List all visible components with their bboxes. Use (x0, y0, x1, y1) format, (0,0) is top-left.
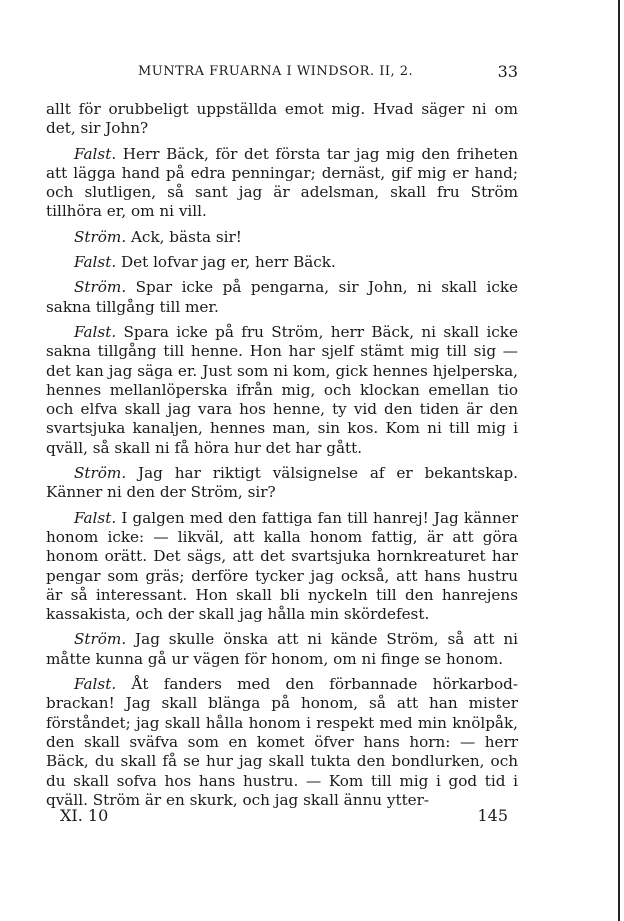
line-text: Det lofvar jag er, herr Bäck. (120, 253, 336, 272)
speaker-name: Ström. (74, 464, 127, 483)
dialogue-paragraph (46, 630, 518, 669)
line-text: Spara icke på fru Ström, herr Bäck, ni skall icke sakna tillgång till henne. Hon har sjelf stämt mig till sig — det kan jag säga er. Just som ni kom, gick hennes hjelperska, hennes mellanlöperska ifrån mig, och klockan emellan tio och elfva skall jag vara hos henne, ty vid den tiden är den svartsjuka kanaljen, hennes man, sin kos. Kom ni till mig i qväll, så skall ni få höra hur det har gått. (46, 322, 518, 457)
speaker-name: Ström. (74, 227, 127, 246)
dialogue-paragraph (46, 675, 518, 810)
line-text: Åt fanders med den förbannade hörkarbod-brackan! Jag skall blänga på honom, så att han mister förståndet; jag skall hålla honom i respekt med min knölpåk, den skall sväfva som en komet öfver hans horn: — herr Bäck, du skall få se hur jag skall tukta den bondlurken, och du skall sofva hos hans hustru. — Kom till mig i god tid i qväll. Ström är en skurk, och jag skall ännu ytter- (46, 675, 518, 809)
speaker-name: Falst. (74, 675, 117, 694)
dialogue-paragraph (46, 509, 518, 625)
speaker-name: Falst. (74, 508, 117, 527)
page-edge-line (618, 0, 620, 921)
line-text: I galgen med den fattiga fan till hanrej! Jag känner honom icke: — likväl, att kalla honom fattig, är att göra honom orätt. Det sägs, att det svartsjuka hornkreaturet har pengar som gräs; derföre tycker jag också, att hans hustru är så interessant. Hon skall bli nyckeln till den hanrejens kassakista, och der skall jag hålla min skördefest. (46, 508, 519, 624)
page-header (46, 62, 518, 84)
line-text: Ack, bästa sir! (130, 227, 242, 246)
dialogue-paragraph (46, 464, 518, 503)
speaker-name: Falst. (74, 322, 117, 341)
speaker-name: Falst. (74, 253, 117, 272)
running-head: MUNTRA FRUARNA I WINDSOR. II, 2. (138, 64, 414, 79)
line-text: allt för orubbeligt uppställda emot mig. Hvad säger ni om det, sir John? (46, 100, 518, 138)
line-text: Spar icke på pengarna, sir John, ni skall icke sakna tillgång till mer. (46, 278, 519, 316)
signature-mark: XI. 10 (60, 806, 109, 825)
dialogue-paragraph (46, 253, 518, 272)
speaker-name: Falst. (74, 144, 117, 163)
dialogue-paragraph (46, 100, 518, 139)
dialogue-paragraph (46, 145, 518, 222)
line-text: Herr Bäck, för det första tar jag mig den friheten att lägga hand på edra penningar; dernäst, gif mig er hand; och slutligen, så sant jag är adelsman, skall fru Ström tillhöra er, om ni vill. (46, 144, 518, 221)
speaker-name: Ström. (74, 278, 127, 297)
line-text: Jag har riktigt välsignelse af er bekantskap. Känner ni den der Ström, sir? (46, 464, 519, 502)
page-body (46, 100, 518, 816)
speaker-name: Ström. (74, 630, 127, 649)
dialogue-paragraph (46, 228, 518, 247)
page-number: 33 (497, 62, 518, 81)
dialogue-paragraph (46, 278, 518, 317)
page-footer (60, 806, 508, 828)
sheet-number: 145 (477, 806, 508, 825)
dialogue-paragraph (46, 323, 518, 458)
line-text: Jag skulle önska att ni kände Ström, så att ni måtte kunna gå ur vägen för honom, om ni finge se honom. (46, 630, 519, 668)
